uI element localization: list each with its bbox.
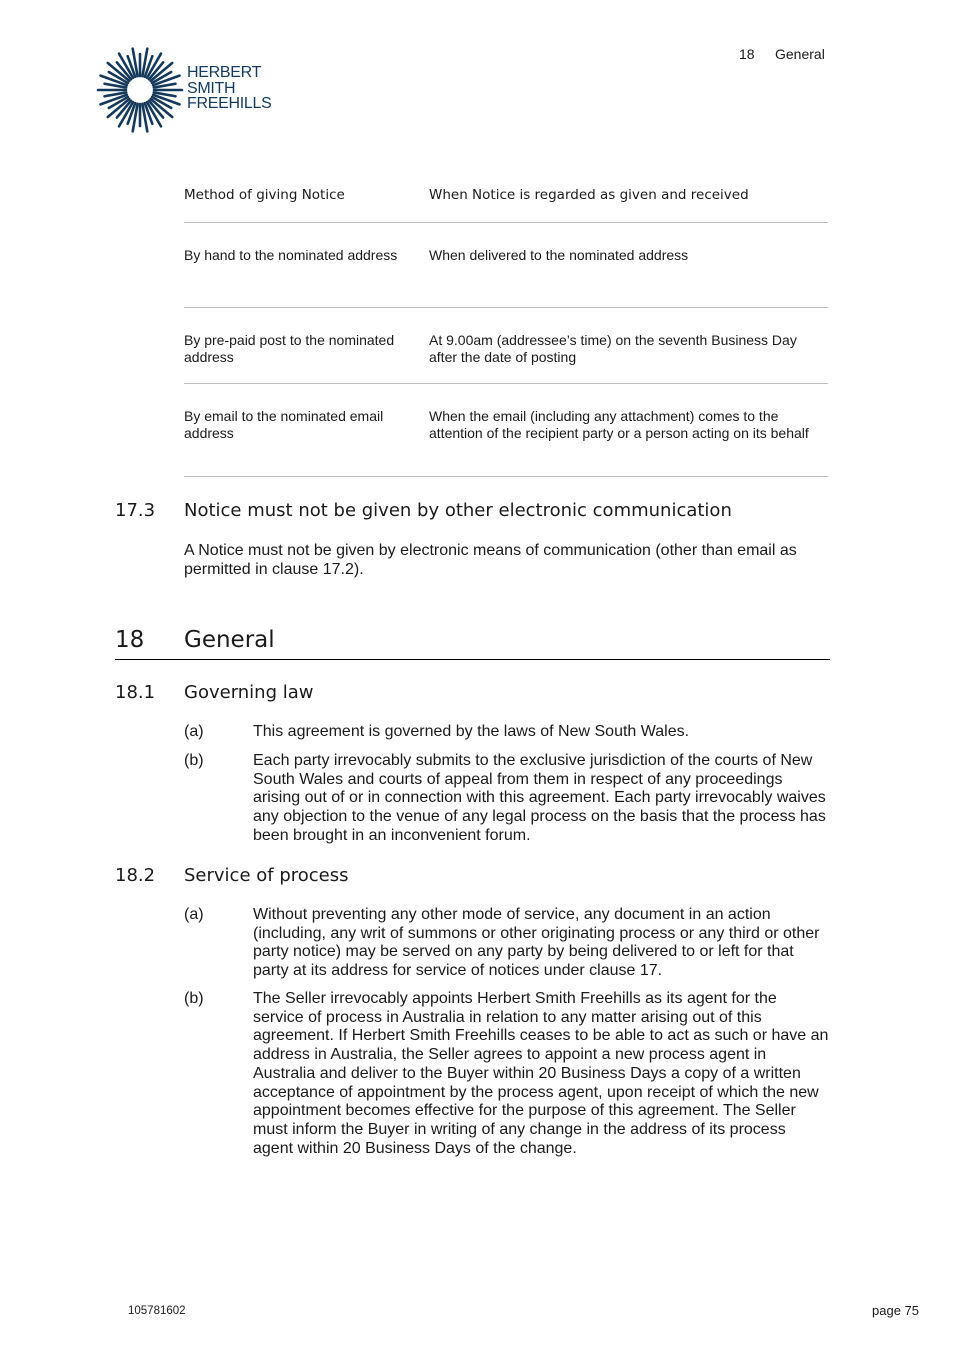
list-item: The Seller irrevocably appoints Herbert Smith Freehills as its agent for the service of process in Australia in relation to any matter arising out of this agreement. If Herbert Smith Freehills ceases to be able to act as such or have an address in Australia, the Seller agrees to appoint a new process agent in Australia and deliver to the Buyer within 20 Business Days a copy of a written acceptance of appointment by the process agent, upon receipt of which the new appointment becomes effective for the purpose of this agreement. The Seller must inform the Buyer in writing of any change in the address of its process agent within 20 Business Days of the change. [253,990,829,1157]
clause-heading: Notice must not be given by other electronic communication [184,500,732,521]
table-cell-method: By hand to the nominated address [184,247,398,263]
clause-heading: Service of process [184,865,349,886]
logo-line: FREEHILLS [187,95,272,112]
table-cell-method: By pre-paid post to the nominated address [184,332,395,365]
table-cell-when: When the email (including any attachment) comes to the attention of the recipient party or a person acting on its behalf [429,408,809,441]
table-cell-method: By email to the nominated email address [184,408,384,441]
list-label: (a) [184,723,204,740]
list-item: This agreement is governed by the laws of New South Wales. [253,723,690,740]
list-item: Without preventing any other mode of service, any document in an action (including, any writ of summons or other originating process or any third or other party notice) may be served on any party by being delivered to or left for that party at its address for service of notices under clause 17. [253,906,820,980]
running-header-number: 18 [739,46,755,62]
list-label: (b) [184,752,204,769]
logo-line: SMITH [187,79,236,97]
logo-line: HERBERT [187,64,262,81]
page-number: page 75 [872,1303,919,1318]
clause-number: 17.3 [115,500,156,521]
list-label: (b) [184,990,204,1007]
list-label: (a) [184,906,204,923]
table-header-when: When Notice is regarded as given and received [429,187,749,203]
list-item: Each party irrevocably submits to the exclusive jurisdiction of the courts of New South Wales and courts of appeal from them in respect of any proceedings arising out of or in connection with this agreement. Each party irrevocably waives any objection to the venue of any legal process on the basis that the process has been brought in an inconvenient forum. [253,752,826,844]
clause-number: 18.1 [115,682,156,703]
table-header-method: Method of giving Notice [184,187,345,203]
document-id: 105781602 [128,1305,186,1317]
table-cell-when: At 9.00am (addressee’s time) on the seventh Business Day after the date of posting [429,332,797,365]
section-heading: General [184,627,275,653]
clause-heading: Governing law [184,682,314,703]
clause-body: A Notice must not be given by electronic means of communication (other than email as permitted in clause 17.2). [184,542,797,578]
table-divider [184,476,828,477]
table-cell-when: When delivered to the nominated address [429,247,689,263]
section-rule [115,659,830,660]
table-divider [184,307,828,308]
logo-wordmark [187,65,271,112]
table-divider [184,222,828,223]
clause-number: 18.2 [115,865,156,886]
table-divider [184,383,828,384]
section-number: 18 [115,627,145,653]
running-header-title: General [775,46,825,62]
sunburst-logo-icon [96,46,186,136]
